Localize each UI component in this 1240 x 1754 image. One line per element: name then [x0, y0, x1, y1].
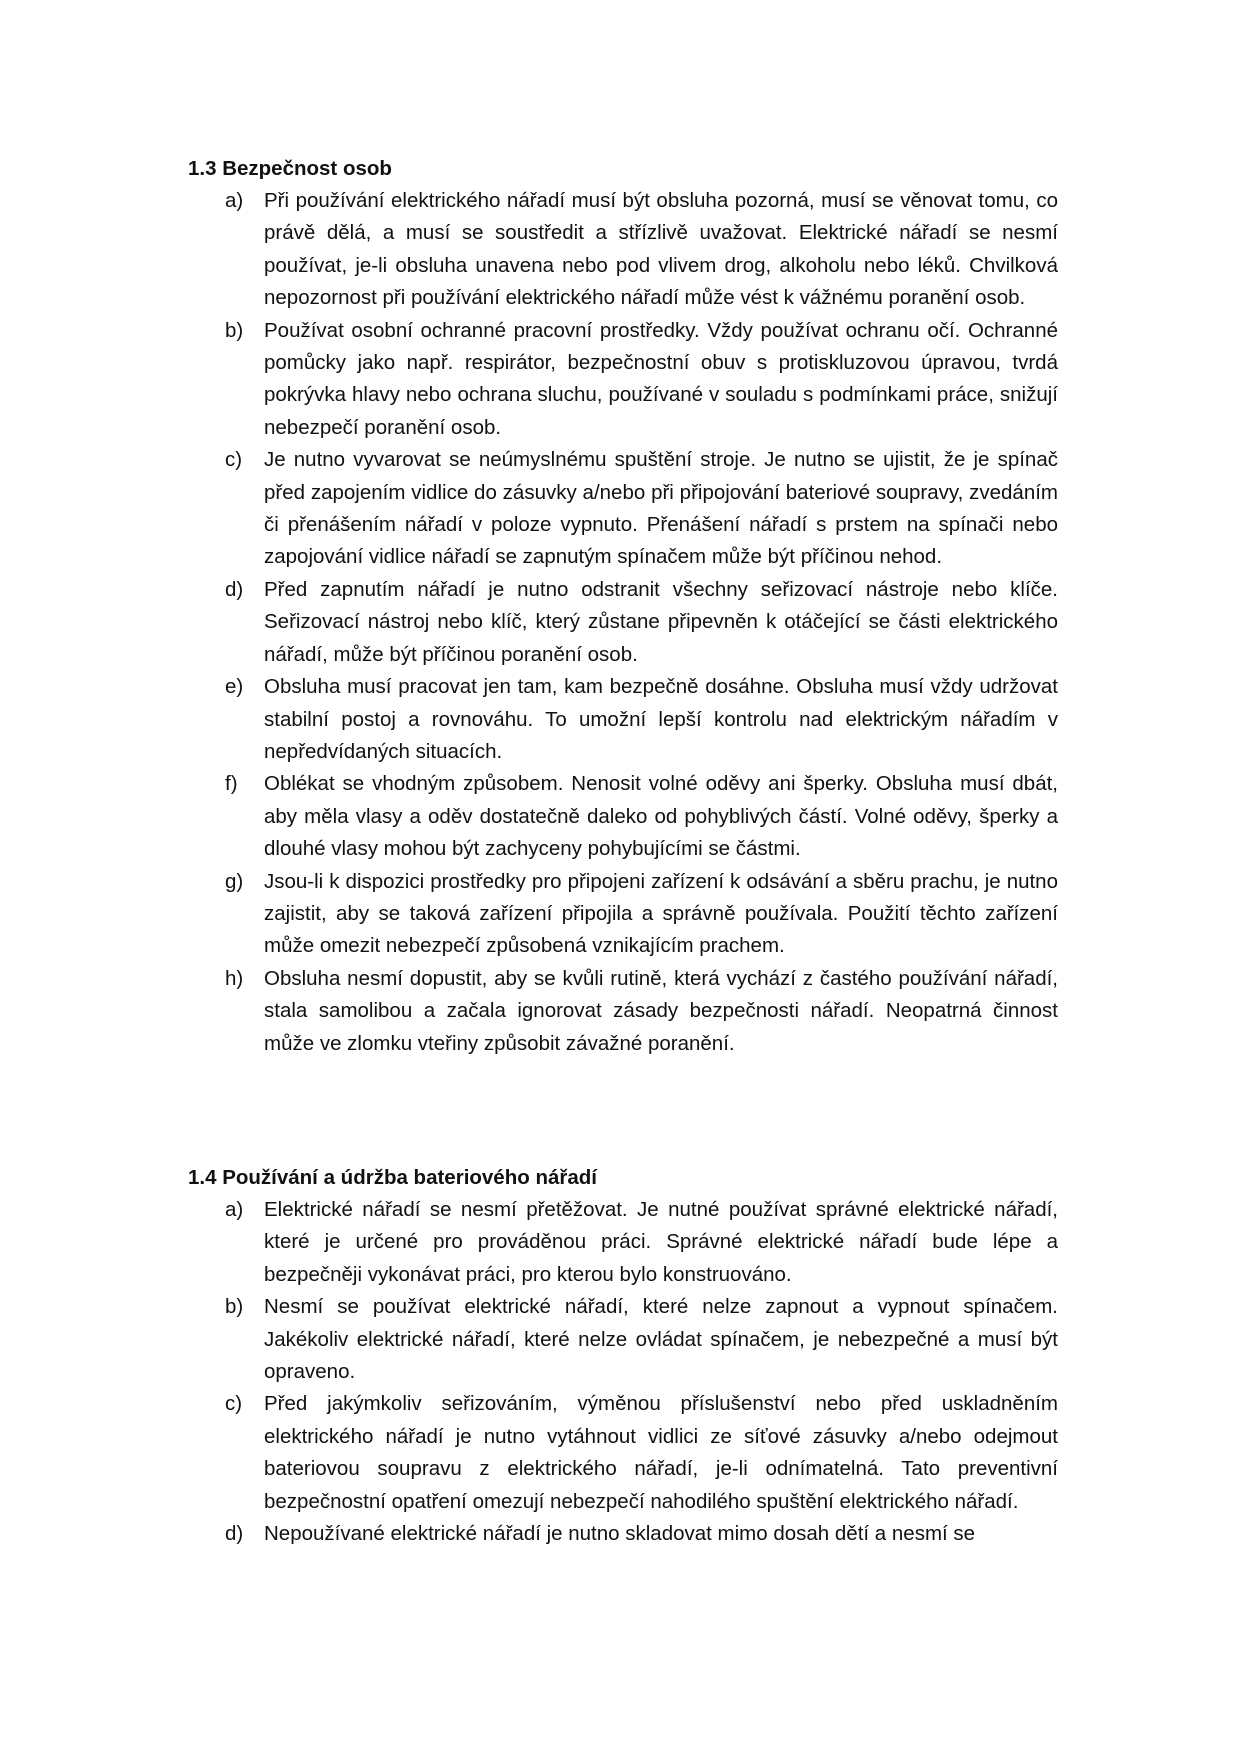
- list-item: [188, 574, 1058, 671]
- item-marker: e): [225, 675, 244, 699]
- list-item: [188, 315, 1058, 445]
- list-item: [188, 185, 1058, 315]
- item-text: Před jakýmkoliv seřizováním, výměnou příslušenství nebo před uskladněním elektrického nářadí je nutno vytáhnout vidlici ze síťové zásuvky a/nebo odejmout bateriovou soupravu z elektrického nářadí, je-li odnímatelná. Tato preventivní bezpečnostní opatření omezují nebezpečí nahodilého spuštění elektrického nářadí.: [264, 1392, 1058, 1513]
- list-item: [188, 1518, 1058, 1550]
- item-marker: c): [225, 1392, 243, 1416]
- list-item: [188, 1194, 1058, 1291]
- item-marker: d): [225, 577, 244, 601]
- item-text: Při používání elektrického nářadí musí být obsluha pozorná, musí se věnovat tomu, co právě dělá, a musí se soustředit a střízlivě uvažovat. Elektrické nářadí se nesmí používat, je-li obsluha unavena nebo pod vlivem drog, alkoholu nebo léků. Chvilková nepozornost při používání elektrického nářadí může vést k vážnému poranění osob.: [264, 189, 1058, 310]
- item-marker: a): [225, 189, 244, 212]
- item-list: [188, 185, 1058, 1060]
- item-text: Elektrické nářadí se nesmí přetěžovat. Je nutné používat správné elektrické nářadí, které je určené pro prováděnou práci. Správné elektrické nářadí bude lépe a bezpečněji vykonávat práci, pro kterou bylo konstruováno.: [264, 1198, 1058, 1286]
- list-item: [188, 671, 1058, 768]
- item-marker: c): [225, 448, 243, 472]
- section-heading: 1.4 Používání a údržba bateriového nářadí: [188, 1166, 597, 1189]
- item-marker: b): [225, 1295, 244, 1319]
- item-marker: f): [225, 772, 238, 796]
- item-list: [188, 1194, 1058, 1550]
- item-marker: a): [225, 1198, 244, 1221]
- section-personal-safety: [188, 153, 1058, 1060]
- section-battery-tool-use: [188, 1162, 1058, 1550]
- item-text: Obsluha nesmí dopustit, aby se kvůli rutině, která vychází z častého používání nářadí, stala samolibou a začala ignorovat zásady bezpečnosti nářadí. Neopatrná činnost může ve zlomku vteřiny způsobit závažné poranění.: [264, 966, 1058, 1055]
- item-text: Jsou-li k dispozici prostředky pro připojeni zařízení k odsávání a sběru prachu, je nutno zajistit, aby se taková zařízení připojila a správně používala. Použití těchto zařízení může omezit nebezpečí způsobená vznikajícím prachem.: [264, 869, 1058, 958]
- item-marker: g): [225, 869, 244, 893]
- item-text: Nepoužívané elektrické nářadí je nutno skladovat mimo dosah dětí a nesmí se: [264, 1522, 976, 1546]
- list-item: [188, 1291, 1058, 1388]
- list-item: [188, 768, 1058, 865]
- list-item: [188, 1388, 1058, 1518]
- list-item: [188, 444, 1058, 574]
- item-text: Nesmí se používat elektrické nářadí, které nelze zapnout a vypnout spínačem. Jakékoliv elektrické nářadí, které nelze ovládat spínačem, je nebezpečné a musí být opraveno.: [264, 1295, 1058, 1384]
- item-marker: h): [225, 966, 244, 990]
- item-text: Je nutno vyvarovat se neúmyslnému spuštění stroje. Je nutno se ujistit, že je spínač před zapojením vidlice do zásuvky a/nebo při připojování bateriové soupravy, zvedáním či přenášením nářadí v poloze vypnuto. Přenášení nářadí s prstem na spínači nebo zapojování vidlice nářadí se zapnutým spínačem může být příčinou nehod.: [264, 448, 1058, 569]
- item-text: Před zapnutím nářadí je nutno odstranit všechny seřizovací nástroje nebo klíče. Seřizovací nástroj nebo klíč, který zůstane připevněn k otáčející se části elektrického nářadí, může být příčinou poranění osob.: [264, 577, 1058, 666]
- item-marker: b): [225, 318, 244, 342]
- item-text: Obsluha musí pracovat jen tam, kam bezpečně dosáhne. Obsluha musí vždy udržovat stabilní postoj a rovnováhu. To umožní lepší kontrolu nad elektrickým nářadím v nepředvídaných situacích.: [264, 675, 1058, 763]
- section-heading: 1.3 Bezpečnost osob: [188, 157, 392, 180]
- list-item: [188, 963, 1058, 1060]
- list-item: [188, 866, 1058, 963]
- item-text: Používat osobní ochranné pracovní prostředky. Vždy používat ochranu očí. Ochranné pomůcky jako např. respirátor, bezpečnostní obuv s protiskluzovou úpravou, tvrdá pokrývka hlavy nebo ochrana sluchu, používané v souladu s podmínkami práce, snižují nebezpečí poranění osob.: [264, 318, 1058, 439]
- item-text: Oblékat se vhodným způsobem. Nenosit volné oděvy ani šperky. Obsluha musí dbát, aby měla vlasy a oděv dostatečně daleko od pohyblivých částí. Volné oděvy, šperky a dlouhé vlasy mohou být zachyceny pohybujícími se částmi.: [264, 772, 1058, 861]
- item-marker: d): [225, 1522, 244, 1546]
